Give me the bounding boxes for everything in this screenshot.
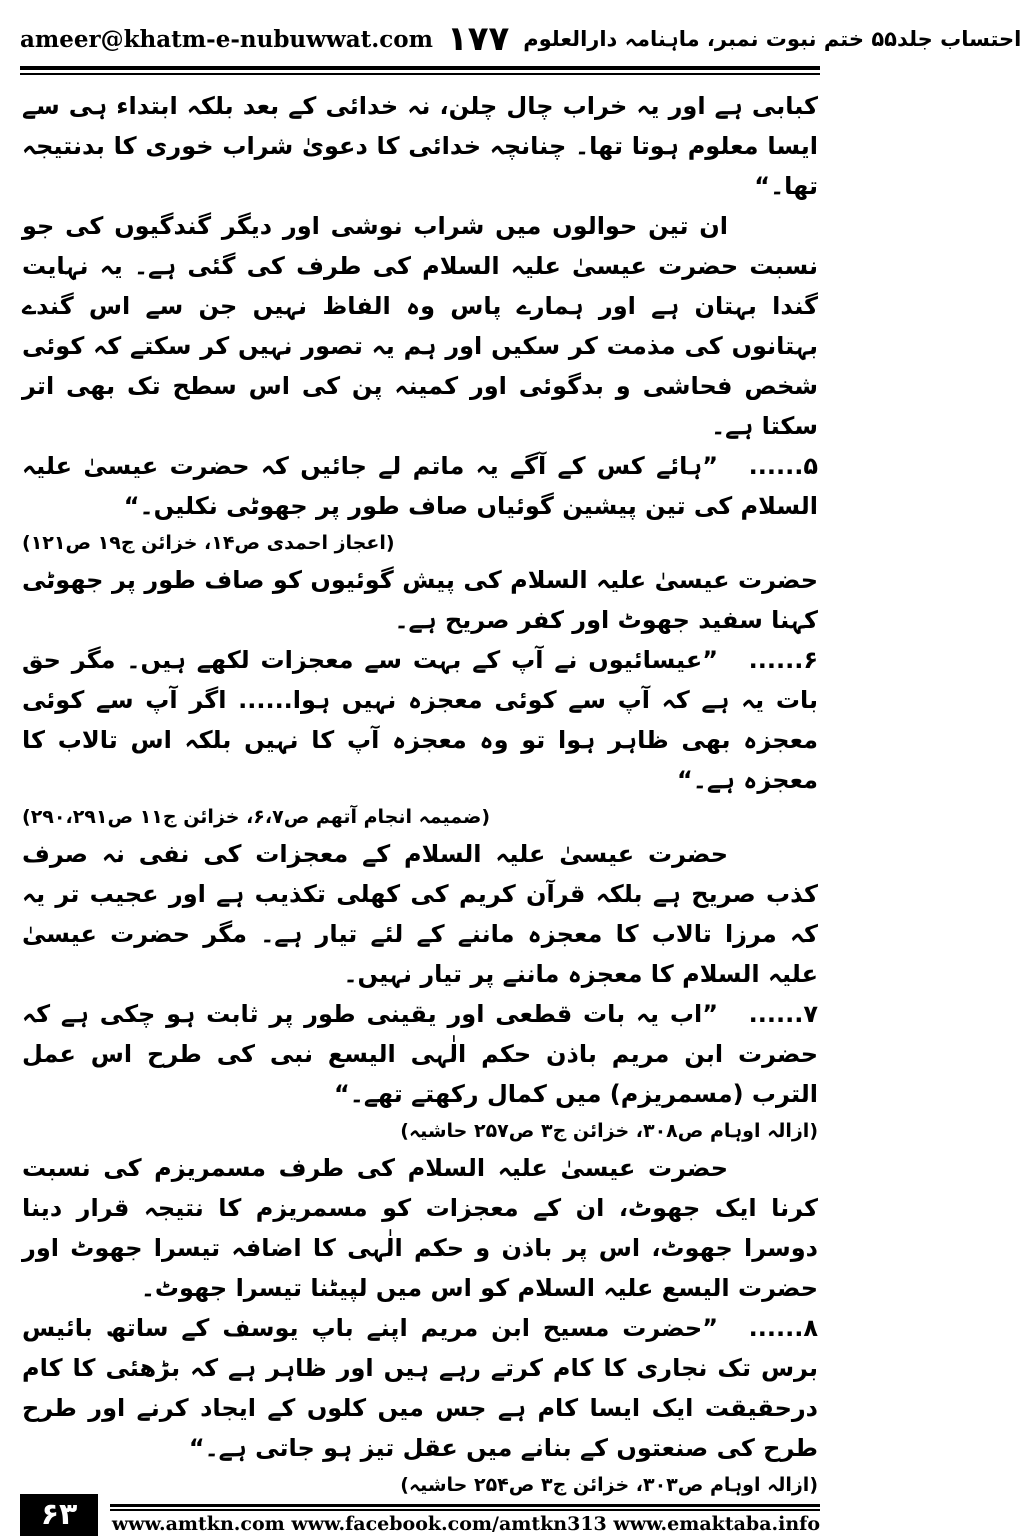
paragraph-2: ان تین حوالوں میں شراب نوشی اور دیگر گندگیوں کی جو نسبت حضرت عیسیٰ علیہ السلام کی طرف کی گئی ہے۔ یہ نہایت گندا بہتان ہے اور ہمارے پاس وہ الفاظ نہیں جن سے اس گندے بہتانوں کی مذمت کر سکیں اور ہم یہ تصور نہیں کر سکتے کہ کوئی شخص فحاشی و بدگوئی اور کمینہ پن کی اس سطح تک بھی اتر سکتا ہے۔ bbox=[22, 212, 818, 440]
footer-rule-thin bbox=[110, 1509, 820, 1511]
header-rule-thick bbox=[20, 66, 820, 70]
quote-6-number: ۶...... bbox=[748, 646, 818, 674]
quote-7-text: ”اب یہ بات قطعی اور یقینی طور پر ثابت ہو چکی ہے کہ حضرت ابن مریم باذن حکم الٰہی الیسع نبی کی طرح اس عمل الترب (مسمریزم) میں کمال رکھتے تھے۔“ bbox=[22, 1000, 818, 1108]
footer-page-number: ۶۳ bbox=[20, 1494, 98, 1536]
quote-7-number: ۷...... bbox=[748, 1000, 818, 1028]
quote-5 bbox=[22, 446, 818, 526]
paragraph-3: حضرت عیسیٰ علیہ السلام کی پیش گوئیوں کو صاف طور پر جھوٹی کہنا سفید جھوٹ اور کفر صریح ہے۔ bbox=[22, 566, 818, 634]
footer-links[interactable]: www.amtkn.com www.facebook.com/amtkn313 www.emaktaba.info bbox=[111, 1513, 820, 1535]
page-header bbox=[20, 14, 1021, 64]
header-left-group bbox=[20, 19, 523, 59]
paragraph-5: حضرت عیسیٰ علیہ السلام کی طرف مسمریزم کی نسبت کرنا ایک جھوٹ، ان کے معجزات کو مسمریزم کا نتیجہ قرار دینا دوسرا جھوٹ، اس پر باذن و حکم الٰہی کا اضافہ تیسرا جھوٹ اور حضرت الیسع علیہ السلام کو اس میں لپیٹنا تیسرا جھوٹ۔ bbox=[22, 1154, 818, 1302]
quote-7 bbox=[22, 994, 818, 1114]
quote-8-number: ۸...... bbox=[748, 1314, 818, 1342]
header-title: احتساب جلد۵۵ ختم نبوت نمبر، ماہنامہ دارالعلوم bbox=[523, 27, 1021, 51]
quote-5-reference: (اعجاز احمدی ص۱۴، خزائن ج۱۹ ص۱۲۱) bbox=[22, 532, 395, 554]
quote-6 bbox=[22, 640, 818, 800]
page-content bbox=[22, 86, 818, 1496]
header-email: ameer@khatm-e-nubuwwat.com bbox=[20, 25, 433, 53]
quote-8-reference: (ازالہ اوہام ص۳۰۳، خزائن ج۳ ص۲۵۴ حاشیہ) bbox=[400, 1474, 818, 1496]
quote-5-number: ۵...... bbox=[748, 452, 818, 480]
paragraph-1: کبابی ہے اور یہ خراب چال چلن، نہ خدائی کے بعد بلکہ ابتداء ہی سے ایسا معلوم ہوتا تھا۔ چنانچہ خدائی کا دعویٰ شراب خوری کا بدنتیجہ تھا۔“ bbox=[22, 92, 818, 200]
quote-7-reference: (ازالہ اوہام ص۳۰۸، خزائن ج۳ ص۲۵۷ حاشیہ) bbox=[400, 1120, 818, 1142]
paragraph-4: حضرت عیسیٰ علیہ السلام کے معجزات کی نفی نہ صرف کذب صریح ہے بلکہ قرآن کریم کی کھلی تکذیب ہے اور عجیب تر یہ کہ مرزا تالاب کا معجزہ ماننے کے لئے تیار ہے۔ مگر حضرت عیسیٰ علیہ السلام کا معجزہ ماننے پر تیار نہیں۔ bbox=[22, 840, 818, 988]
header-rule-thin bbox=[20, 73, 820, 75]
quote-6-text: ”عیسائیوں نے آپ کے بہت سے معجزات لکھے ہیں۔ مگر حق بات یہ ہے کہ آپ سے کوئی معجزہ نہیں ہوا...... اگر آپ سے کوئی معجزہ بھی ظاہر ہوا تو وہ معجزہ آپ کا نہیں بلکہ اس تالاب کا معجزہ ہے۔“ bbox=[22, 646, 818, 794]
quote-6-reference: (ضمیمہ انجام آتھم ص۶،۷، خزائن ج۱۱ ص۲۹۰،۲۹۱) bbox=[22, 806, 491, 828]
footer-rule-thick bbox=[110, 1504, 820, 1507]
header-page-number: ۱۷۷ bbox=[446, 19, 510, 59]
quote-5-text: ”ہائے کس کے آگے یہ ماتم لے جائیں کہ حضرت عیسیٰ علیہ السلام کی تین پیشین گوئیاں صاف طور پر جھوٹی نکلیں۔“ bbox=[22, 452, 818, 520]
quote-8 bbox=[22, 1308, 818, 1468]
quote-8-text: ”حضرت مسیح ابن مریم اپنے باپ یوسف کے ساتھ بائیس برس تک نجاری کا کام کرتے رہے ہیں اور ظاہر ہے کہ بڑھئی کا کام درحقیقت ایک ایسا کام ہے جس میں کلوں کے ایجاد کرنے اور طرح طرح کی صنعتوں کے بنانے میں عقل تیز ہو جاتی ہے۔“ bbox=[22, 1314, 818, 1462]
